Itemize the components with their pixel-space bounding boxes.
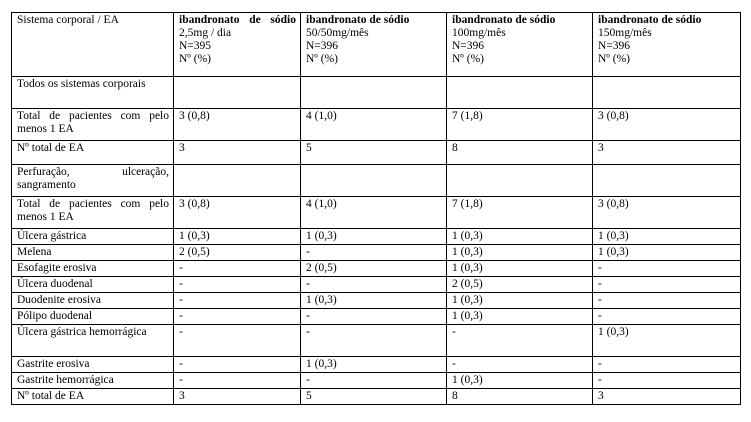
value-cell: 5	[301, 389, 447, 405]
table-row	[12, 309, 741, 325]
value-cell: -	[174, 357, 301, 373]
row-label-cell: Gastrite erosiva	[12, 357, 174, 373]
value-cell: 8	[447, 389, 593, 405]
value-cell	[301, 77, 447, 109]
header-line: N=395	[179, 40, 212, 52]
value-cell	[174, 77, 301, 109]
header-drug-name: ibandronato de sódio	[598, 14, 702, 26]
header-drug-name: ibandronato de sódio	[179, 14, 296, 26]
value-cell: 1 (0,3)	[174, 229, 301, 245]
table-row	[12, 357, 741, 373]
table-row	[12, 277, 741, 293]
value-cell: -	[301, 309, 447, 325]
value-cell: 1 (0,3)	[593, 245, 741, 261]
value-cell: 1 (0,3)	[447, 373, 593, 389]
row-label-cell: Úlcera duodenal	[12, 277, 174, 293]
table-row	[12, 229, 741, 245]
value-cell: 2 (0,5)	[447, 277, 593, 293]
header-line: N=396	[306, 40, 339, 52]
value-cell	[447, 77, 593, 109]
table-row	[12, 245, 741, 261]
header-line: Sistema corporal / EA	[17, 14, 119, 26]
header-line: Nº (%)	[452, 53, 484, 65]
row-label-cell: Duodenite erosiva	[12, 293, 174, 309]
header-line: 150mg/mês	[598, 27, 652, 39]
value-cell: -	[174, 277, 301, 293]
table-header-row	[12, 13, 741, 77]
row-label-cell: Nº total de EA	[12, 389, 174, 405]
value-cell: 4 (1,0)	[301, 197, 447, 229]
value-cell: -	[593, 277, 741, 293]
value-cell: 3 (0,8)	[593, 109, 741, 141]
value-cell: 7 (1,8)	[447, 197, 593, 229]
header-line: N=396	[452, 40, 485, 52]
header-line: Nº (%)	[179, 53, 211, 65]
value-cell: 3 (0,8)	[174, 197, 301, 229]
value-cell: -	[301, 277, 447, 293]
row-label-cell: Total de pacientes com pelo menos 1 EA	[12, 197, 174, 229]
table-row	[12, 293, 741, 309]
value-cell: -	[447, 357, 593, 373]
value-cell: 3	[174, 389, 301, 405]
value-cell	[593, 77, 741, 109]
table-row	[12, 373, 741, 389]
value-cell: 2 (0,5)	[301, 261, 447, 277]
header-line: 100mg/mês	[452, 27, 506, 39]
table-row	[12, 389, 741, 405]
table-row	[12, 261, 741, 277]
header-line: N=396	[598, 40, 631, 52]
value-cell: 3 (0,8)	[174, 109, 301, 141]
value-cell: 1 (0,3)	[447, 293, 593, 309]
value-cell: 7 (1,8)	[447, 109, 593, 141]
header-line: Nº (%)	[306, 53, 338, 65]
value-cell: -	[447, 325, 593, 357]
value-cell: 3	[593, 389, 741, 405]
value-cell: 1 (0,3)	[447, 229, 593, 245]
row-label-cell: Total de pacientes com pelo menos 1 EA	[12, 109, 174, 141]
value-cell: 1 (0,3)	[301, 229, 447, 245]
value-cell: -	[174, 325, 301, 357]
table-row	[12, 325, 741, 357]
value-cell: -	[174, 373, 301, 389]
value-cell: 3	[593, 141, 741, 165]
table-row	[12, 141, 741, 165]
table-row	[12, 197, 741, 229]
value-cell: -	[593, 293, 741, 309]
value-cell	[593, 165, 741, 197]
value-cell: -	[301, 325, 447, 357]
value-cell: 1 (0,3)	[593, 325, 741, 357]
header-cell-dose-100mg	[447, 13, 593, 77]
value-cell	[447, 165, 593, 197]
row-label-cell: Melena	[12, 245, 174, 261]
value-cell: 8	[447, 141, 593, 165]
table-row	[12, 165, 741, 197]
header-line: 2,5mg / dia	[179, 27, 232, 39]
value-cell: -	[301, 373, 447, 389]
header-cell-dose-150mg	[593, 13, 741, 77]
value-cell: 2 (0,5)	[174, 245, 301, 261]
value-cell: 1 (0,3)	[447, 309, 593, 325]
row-label-cell: Gastrite hemorrágica	[12, 373, 174, 389]
value-cell: -	[174, 309, 301, 325]
row-label-cell: Esofagite erosiva	[12, 261, 174, 277]
value-cell: 1 (0,3)	[301, 357, 447, 373]
table-row	[12, 109, 741, 141]
value-cell: -	[593, 309, 741, 325]
value-cell: -	[593, 373, 741, 389]
value-cell: 3 (0,8)	[593, 197, 741, 229]
value-cell: -	[593, 357, 741, 373]
header-line: 50/50mg/mês	[306, 27, 369, 39]
value-cell: -	[174, 261, 301, 277]
value-cell: 1 (0,3)	[447, 261, 593, 277]
header-cell-dose-2-5mg	[174, 13, 301, 77]
row-label-cell: Nº total de EA	[12, 141, 174, 165]
row-label-cell: Úlcera gástrica hemorrágica	[12, 325, 174, 357]
value-cell: 3	[174, 141, 301, 165]
value-cell: 1 (0,3)	[593, 229, 741, 245]
value-cell: -	[174, 293, 301, 309]
value-cell: 1 (0,3)	[447, 245, 593, 261]
header-cell-dose-50-50mg	[301, 13, 447, 77]
value-cell: 5	[301, 141, 447, 165]
row-label-cell: Perfuração, ulceração, sangramento	[12, 165, 174, 197]
row-label-cell: Todos os sistemas corporais	[12, 77, 174, 109]
value-cell: 1 (0,3)	[301, 293, 447, 309]
header-cell-body-system	[12, 13, 174, 77]
header-drug-name: ibandronato de sódio	[306, 14, 410, 26]
adverse-events-table	[11, 12, 741, 405]
value-cell: 4 (1,0)	[301, 109, 447, 141]
value-cell	[301, 165, 447, 197]
header-line: Nº (%)	[598, 53, 630, 65]
row-label-cell: Úlcera gástrica	[12, 229, 174, 245]
value-cell	[174, 165, 301, 197]
value-cell: -	[593, 261, 741, 277]
table-row	[12, 77, 741, 109]
row-label-cell: Pólipo duodenal	[12, 309, 174, 325]
table-body	[12, 13, 741, 405]
value-cell: -	[301, 245, 447, 261]
header-drug-name: ibandronato de sódio	[452, 14, 556, 26]
